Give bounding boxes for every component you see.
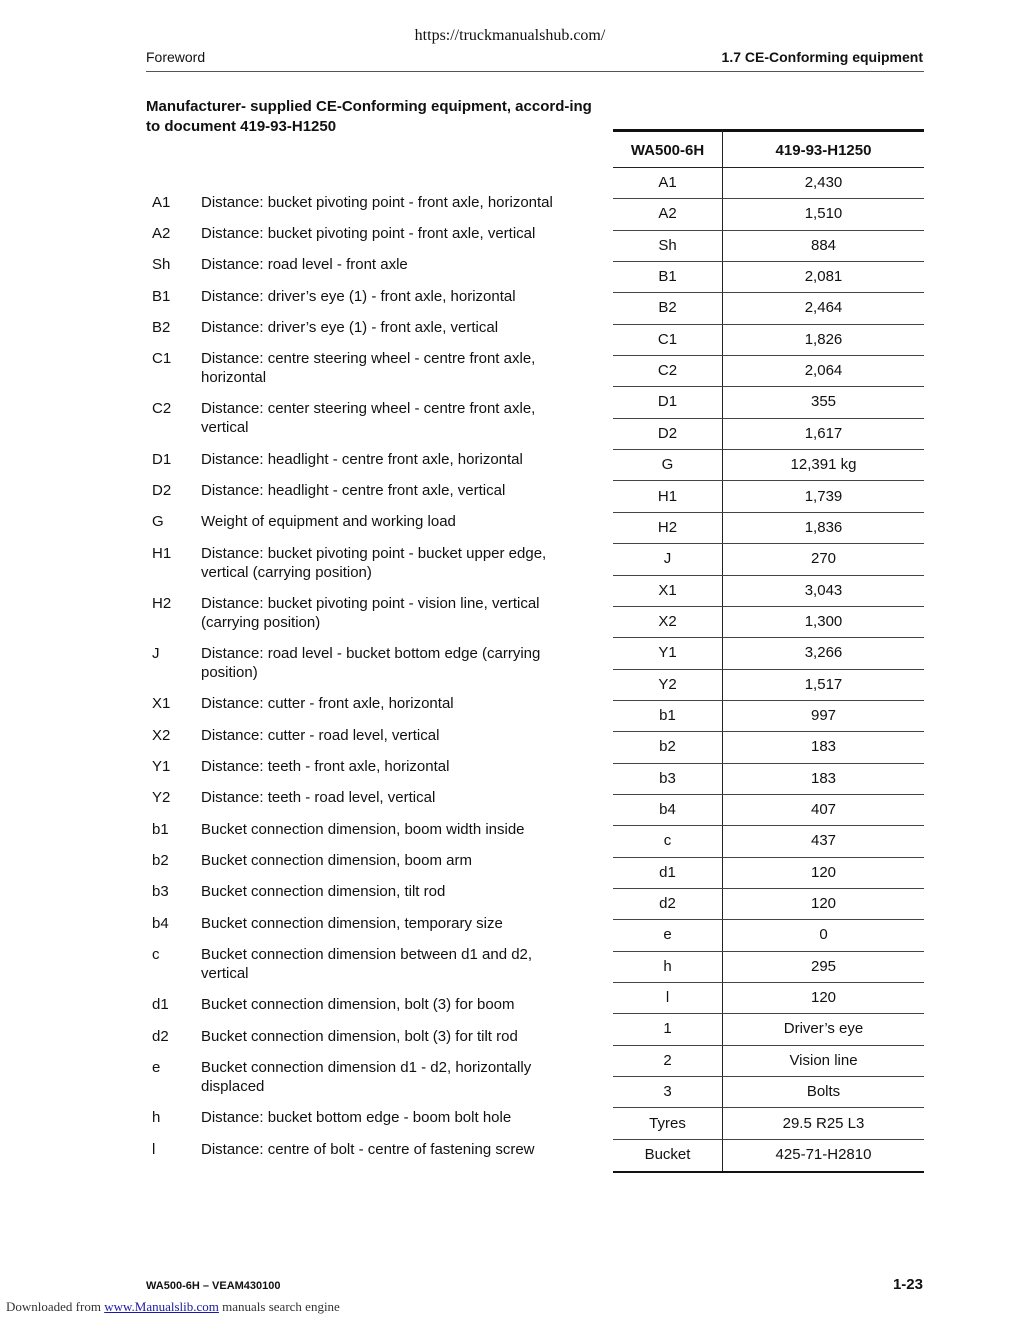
legend-description: Distance: teeth - road level, vertical — [201, 789, 436, 806]
table-cell-value: 1,826 — [804, 330, 843, 348]
table-row — [613, 670, 924, 701]
section-title: Manufacturer- supplied CE-Conforming equipment, accord-ing to document 419-93-H1250 — [146, 98, 592, 135]
legend-description: Distance: bucket pivoting point - vision line, vertical (carrying position) — [201, 595, 540, 631]
table-row — [613, 293, 924, 324]
table-row — [613, 952, 924, 983]
legend-description: Distance: road level - bucket bottom edge (carrying position) — [201, 645, 541, 681]
table-cell-symbol: H1 — [657, 487, 678, 505]
legend-description: Distance: centre of bolt - centre of fastening screw — [201, 1141, 535, 1158]
table-cell-value: 425-71-H2810 — [775, 1145, 872, 1163]
legend-code: C2 — [152, 400, 172, 417]
table-bottom-rule — [613, 1171, 924, 1173]
legend-description: Bucket connection dimension between d1 and d2, vertical — [201, 946, 533, 982]
table-cell-value: 407 — [810, 801, 837, 818]
table-cell-symbol: Tyres — [649, 1114, 686, 1132]
table-cell-symbol: B2 — [658, 299, 677, 317]
table-cell-symbol: 1 — [663, 1020, 672, 1038]
table-cell-symbol: Y2 — [658, 675, 677, 693]
table-cell-value: 183 — [810, 769, 837, 787]
table-cell-value: 884 — [810, 236, 837, 254]
table-cell-value: 1,300 — [804, 612, 843, 630]
legend-description: Distance: bucket pivoting point - bucket upper edge, vertical (carrying position) — [201, 545, 547, 581]
table-row — [613, 450, 924, 481]
table-cell-symbol: Bucket — [644, 1145, 691, 1163]
table-cell-value: 29.5 R25 L3 — [782, 1114, 865, 1132]
table-cell-symbol: Sh — [658, 236, 677, 254]
table-cell-value: 120 — [810, 895, 837, 913]
header-chapter: Foreword — [146, 49, 206, 65]
legend-code: X2 — [152, 727, 171, 744]
table-cell-symbol: D1 — [657, 393, 678, 411]
table-row — [613, 419, 924, 450]
table-cell-symbol: A1 — [658, 174, 677, 191]
page-number: 1-23 — [892, 1276, 923, 1293]
manualslib-link[interactable]: www.Manualslib.com — [104, 1299, 219, 1314]
table-row — [613, 544, 924, 575]
legend-code: H2 — [152, 595, 172, 612]
table-cell-symbol: b2 — [659, 738, 676, 756]
table-cell-value: 2,064 — [804, 362, 843, 380]
legend-description: Distance: bucket pivoting point - front axle, vertical — [201, 225, 536, 242]
legend-description: Distance: cutter - road level, vertical — [201, 727, 440, 744]
legend-description: Distance: centre steering wheel - centre front axle, horizontal — [201, 350, 536, 386]
table-cell-symbol: C1 — [657, 330, 678, 348]
legend-description: Weight of equipment and working load — [201, 513, 456, 530]
legend-code: e — [152, 1059, 161, 1076]
legend-code: Y2 — [152, 789, 171, 806]
table-row — [613, 1014, 924, 1045]
table-cell-symbol: D2 — [657, 424, 678, 442]
table-row — [613, 983, 924, 1014]
table-row — [613, 795, 924, 826]
legend-description: Distance: cutter - front axle, horizontal — [201, 695, 454, 712]
table-row — [613, 607, 924, 638]
table-cell-value: Driver’s eye — [783, 1020, 864, 1038]
table-cell-value: 183 — [810, 738, 837, 756]
legend-code: b2 — [152, 852, 169, 869]
table-cell-value: 1,517 — [804, 675, 843, 693]
table-row — [613, 576, 924, 607]
table-row — [613, 826, 924, 857]
legend-description: Bucket connection dimension, bolt (3) for boom — [201, 996, 515, 1013]
table-row — [613, 199, 924, 230]
table-cell-symbol: B1 — [658, 268, 677, 286]
legend-description: Bucket connection dimension d1 - d2, horizontally displaced — [201, 1059, 532, 1095]
legend-code: d2 — [152, 1028, 169, 1045]
table-row — [613, 325, 924, 356]
table-cell-symbol: d2 — [659, 895, 676, 913]
table-cell-symbol: X1 — [658, 581, 677, 599]
legend-code: Sh — [152, 256, 171, 273]
table-row — [613, 168, 924, 199]
table-cell-value: 12,391 kg — [790, 456, 857, 474]
table-cell-symbol: J — [663, 550, 672, 568]
header-rule — [146, 71, 924, 72]
table-cell-value: 1,617 — [804, 424, 843, 442]
table-cell-symbol: H2 — [657, 518, 678, 536]
table-cell-symbol: b4 — [659, 801, 676, 818]
table-row — [613, 231, 924, 262]
table-cell-value: 0 — [819, 926, 828, 944]
table-cell-value: 2,081 — [804, 268, 843, 286]
table-cell-value: 3,043 — [804, 581, 843, 599]
table-row — [613, 356, 924, 387]
table-cell-symbol: 3 — [663, 1083, 672, 1101]
table-cell-symbol: A2 — [658, 205, 677, 223]
footer-model-code: WA500-6H – VEAM430100 — [146, 1280, 281, 1292]
table-row — [613, 701, 924, 732]
download-note — [6, 1299, 340, 1315]
legend-code: A1 — [152, 194, 171, 211]
legend-description: Distance: bucket pivoting point - front axle, horizontal — [201, 194, 553, 211]
legend-description: Distance: headlight - centre front axle, horizontal — [201, 451, 523, 468]
table-row — [613, 1140, 924, 1171]
table-cell-symbol: G — [661, 456, 674, 474]
legend-description: Distance: teeth - front axle, horizontal — [201, 758, 450, 775]
legend-code: X1 — [152, 695, 171, 712]
legend-code: l — [152, 1141, 156, 1158]
table-row — [613, 889, 924, 920]
download-suffix: manuals search engine — [222, 1299, 340, 1314]
table-cell-value: 1,739 — [804, 487, 843, 505]
download-prefix: Downloaded from — [6, 1299, 101, 1314]
table-cell-value: 997 — [810, 706, 837, 724]
table-row — [613, 1077, 924, 1108]
table-cell-symbol: l — [665, 989, 670, 1007]
legend-code: b4 — [152, 915, 169, 932]
legend-description: Bucket connection dimension, boom width inside — [201, 821, 525, 838]
legend-code: b1 — [152, 821, 169, 838]
table-cell-symbol: X2 — [658, 612, 677, 630]
legend-code: H1 — [152, 545, 172, 562]
legend-code: B1 — [152, 288, 171, 305]
table-cell-value: Vision line — [789, 1051, 858, 1069]
table-row — [613, 262, 924, 293]
table-cell-symbol: C2 — [657, 362, 678, 380]
table-cell-value: 1,836 — [804, 518, 843, 536]
table-cell-value: Bolts — [806, 1083, 841, 1101]
table-header-document: 419-93-H1250 — [775, 142, 872, 159]
table-cell-symbol: b1 — [659, 706, 676, 724]
table-row — [613, 920, 924, 951]
legend-description: Distance: road level - front axle — [201, 256, 408, 273]
header-section: 1.7 CE-Conforming equipment — [721, 49, 923, 65]
table-cell-value: 355 — [810, 393, 837, 411]
table-cell-symbol: b3 — [659, 769, 676, 787]
legend-code: G — [152, 513, 164, 530]
table-cell-value: 3,266 — [804, 644, 843, 662]
legend-code: C1 — [152, 350, 172, 367]
legend-code: D1 — [152, 451, 172, 468]
table-cell-value: 120 — [810, 863, 837, 881]
legend-description: Distance: driver’s eye (1) - front axle, horizontal — [201, 288, 516, 305]
table-row — [613, 764, 924, 795]
table-cell-value: 295 — [810, 957, 837, 975]
table-cell-symbol: e — [663, 926, 672, 944]
legend-description: Distance: driver’s eye (1) - front axle, vertical — [201, 319, 499, 336]
source-url: https://truckmanualshub.com/ — [414, 27, 606, 44]
legend-code: J — [152, 645, 160, 662]
legend-code: b3 — [152, 883, 169, 900]
table-row — [613, 858, 924, 889]
table-cell-symbol: 2 — [663, 1051, 672, 1069]
legend-code: d1 — [152, 996, 169, 1013]
table-cell-value: 1,510 — [804, 205, 843, 223]
table-cell-symbol: c — [663, 832, 672, 850]
legend-description: Bucket connection dimension, boom arm — [201, 852, 472, 869]
legend-description: Bucket connection dimension, tilt rod — [201, 883, 446, 900]
table-cell-value: 2,430 — [804, 174, 843, 191]
legend-code: Y1 — [152, 758, 171, 775]
table-row — [613, 387, 924, 418]
table-cell-symbol: Y1 — [658, 644, 677, 662]
legend-description: Bucket connection dimension, bolt (3) for tilt rod — [201, 1028, 518, 1045]
table-row — [613, 1046, 924, 1077]
legend-description: Distance: headlight - centre front axle, vertical — [201, 482, 506, 499]
table-row — [613, 732, 924, 763]
table-row — [613, 638, 924, 669]
table-cell-value: 120 — [810, 989, 837, 1007]
legend-code: D2 — [152, 482, 172, 499]
table-header-row — [613, 132, 924, 169]
legend-code: A2 — [152, 225, 171, 242]
table-cell-symbol: d1 — [659, 863, 676, 881]
table-cell-value: 437 — [810, 832, 837, 850]
legend-code: c — [152, 946, 160, 963]
table-cell-value: 2,464 — [804, 299, 843, 317]
table-row — [613, 513, 924, 544]
legend-description: Distance: bucket bottom edge - boom bolt hole — [201, 1109, 512, 1126]
table-cell-symbol: h — [663, 957, 672, 975]
legend-code: B2 — [152, 319, 171, 336]
table-cell-value: 270 — [810, 550, 837, 568]
table-row — [613, 482, 924, 513]
table-row — [613, 1109, 924, 1140]
table-header-model: WA500-6H — [630, 142, 705, 159]
legend-code: h — [152, 1109, 161, 1126]
legend-description: Bucket connection dimension, temporary size — [201, 915, 503, 932]
legend-description: Distance: center steering wheel - centre front axle, vertical — [201, 400, 536, 436]
